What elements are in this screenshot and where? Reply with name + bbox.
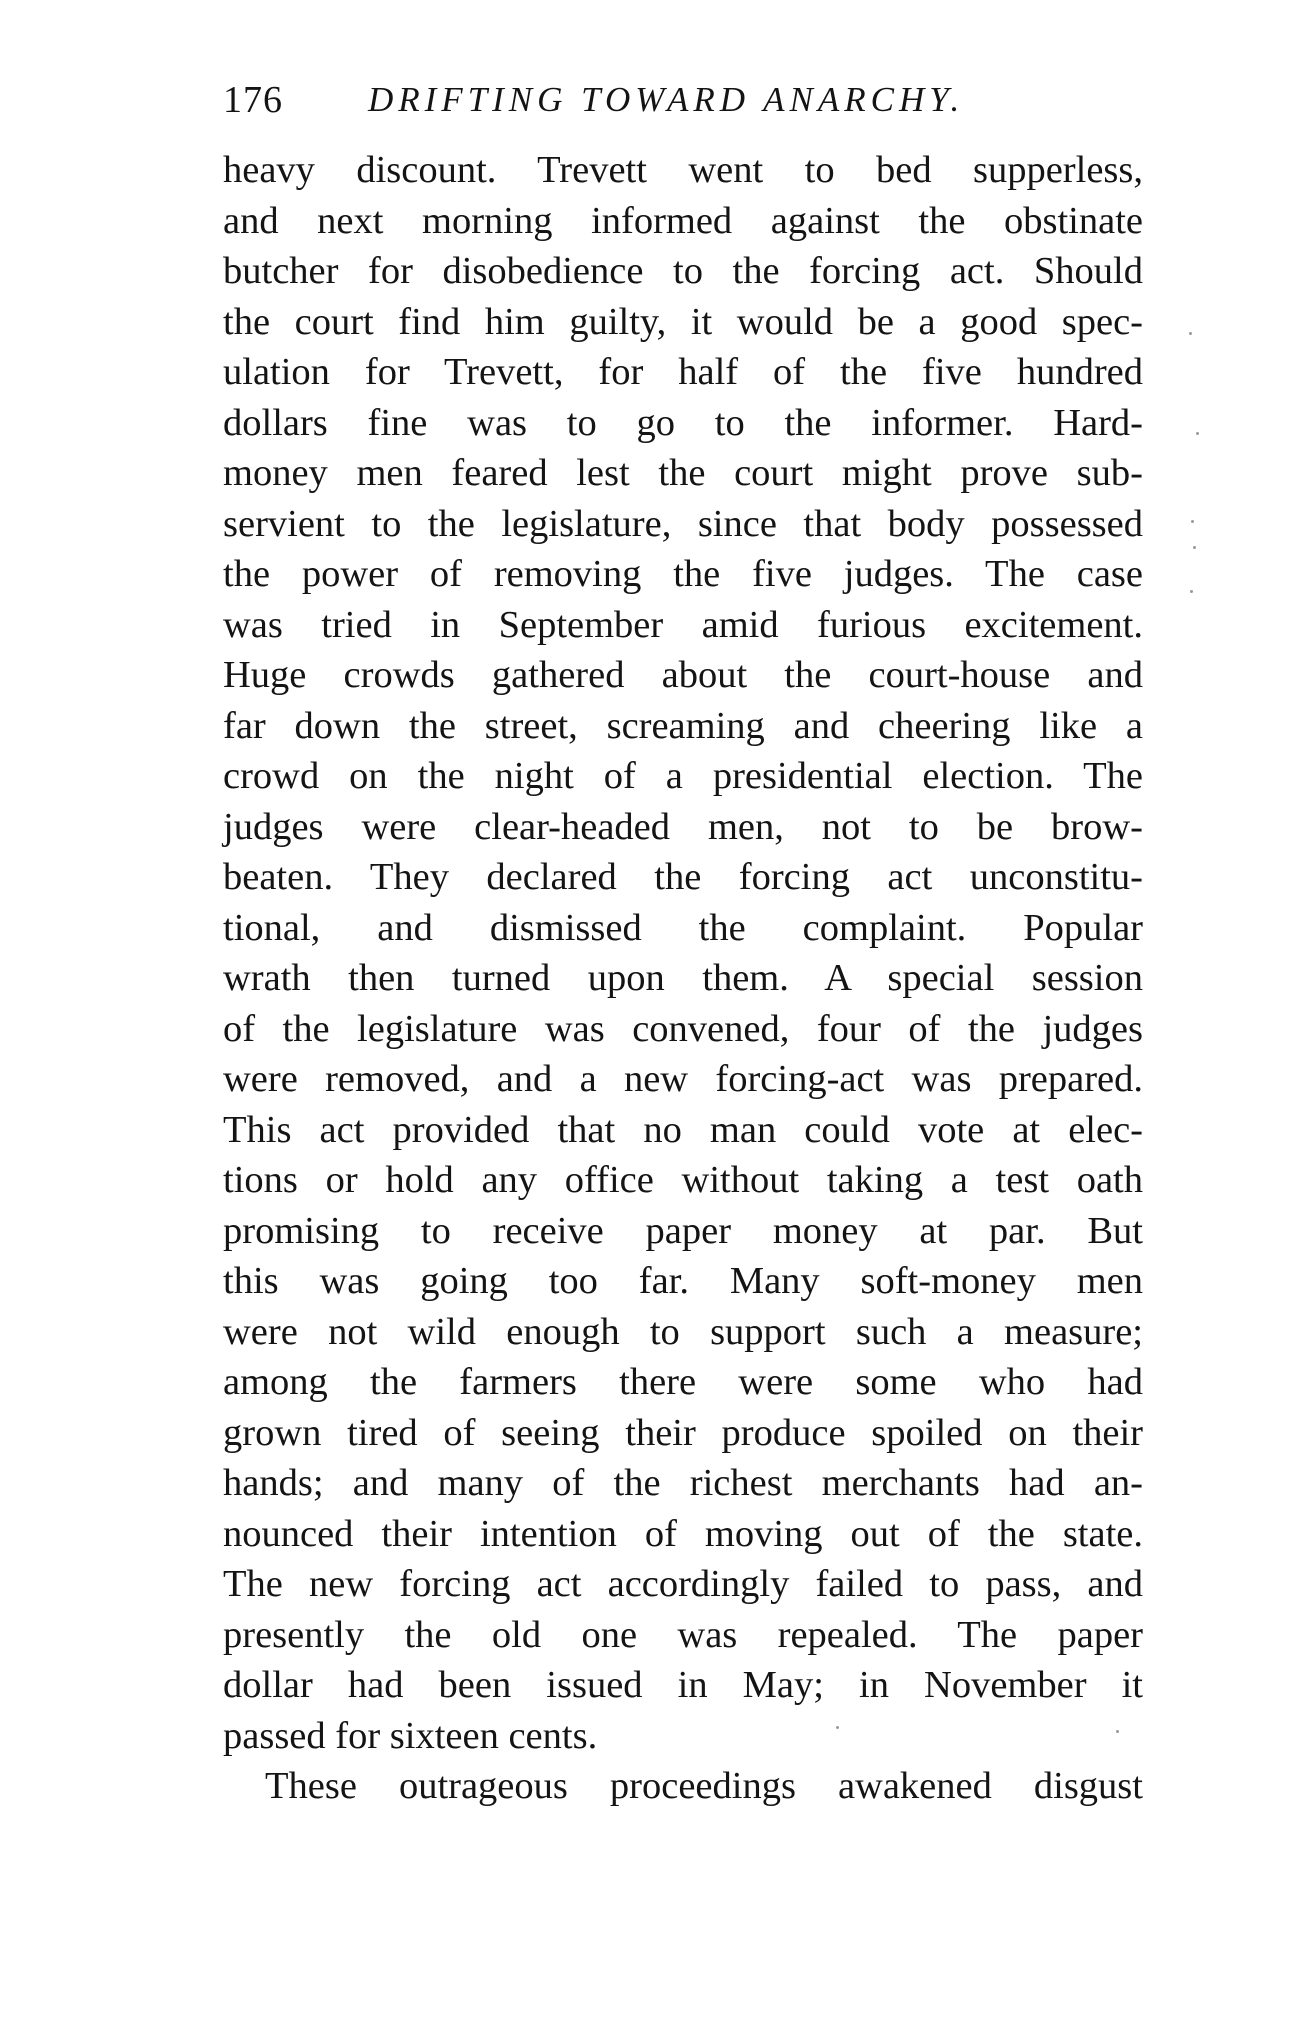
text-line: The new forcing act accordingly failed to pass, and xyxy=(223,1563,1143,1605)
scan-speck xyxy=(1196,432,1199,435)
text-line: wrath then turned upon them. A special session xyxy=(223,957,1143,999)
text-line: dollars fine was to go to the informer. Hard- xyxy=(223,401,1143,444)
text-line: were removed, and a new forcing-act was prepared. xyxy=(223,1058,1143,1100)
body-text xyxy=(223,145,1143,1812)
text-line: judges were clear-headed men, not to be brow- xyxy=(223,805,1143,848)
text-line: presently the old one was repealed. The paper xyxy=(223,1613,1143,1656)
text-line: among the farmers there were some who had xyxy=(223,1361,1143,1403)
text-line: the power of removing the five judges. The case xyxy=(223,553,1143,595)
text-line: hands; and many of the richest merchants had an- xyxy=(223,1462,1143,1504)
running-head xyxy=(223,70,1143,130)
text-line: grown tired of seeing their produce spoiled on their xyxy=(223,1411,1143,1454)
text-line: promising to receive paper money at par. But xyxy=(223,1209,1143,1252)
text-line: crowd on the night of a presidential election. The xyxy=(223,755,1143,797)
text-line: nounced their intention of moving out of the state. xyxy=(223,1512,1143,1555)
text-line: dollar had been issued in May; in November it xyxy=(223,1664,1143,1706)
text-line: this was going too far. Many soft-money men xyxy=(223,1260,1143,1302)
paragraph-start-line: These outrageous proceedings awakened disgust xyxy=(265,1765,1143,1807)
text-line: of the legislature was convened, four of the judges xyxy=(223,1007,1143,1050)
text-line: butcher for disobedience to the forcing act. Should xyxy=(223,250,1143,292)
page-number: 176 xyxy=(223,79,283,121)
text-line: tions or hold any office without taking a test oath xyxy=(223,1159,1143,1201)
text-line: far down the street, screaming and cheering like a xyxy=(223,704,1143,747)
scan-speck xyxy=(1189,332,1192,335)
text-line: servient to the legislature, since that body possessed xyxy=(223,502,1143,545)
scan-speck xyxy=(1193,546,1196,549)
text-line: heavy discount. Trevett went to bed supperless, xyxy=(223,149,1143,191)
text-line: This act provided that no man could vote at elec- xyxy=(223,1108,1143,1151)
text-line: Huge crowds gathered about the court-house and xyxy=(223,654,1143,696)
text-line: was tried in September amid furious excitement. xyxy=(223,603,1143,646)
scan-speck xyxy=(1191,520,1194,523)
scan-speck xyxy=(1190,590,1193,593)
text-line: were not wild enough to support such a measure; xyxy=(223,1310,1143,1353)
paragraph-end-line: passed for sixteen cents. xyxy=(223,1714,598,1757)
scan-speck xyxy=(836,1726,839,1729)
running-title: DRIFTING TOWARD ANARCHY. xyxy=(368,80,965,119)
text-line: beaten. They declared the forcing act unconstitu- xyxy=(223,856,1143,898)
text-line: tional, and dismissed the complaint. Popular xyxy=(223,906,1143,949)
text-line: the court find him guilty, it would be a good spec- xyxy=(223,300,1143,343)
text-line: and next morning informed against the obstinate xyxy=(223,199,1143,242)
scan-speck xyxy=(1116,1730,1119,1733)
text-line: ulation for Trevett, for half of the five hundred xyxy=(223,351,1143,393)
text-line: money men feared lest the court might prove sub- xyxy=(223,452,1143,494)
